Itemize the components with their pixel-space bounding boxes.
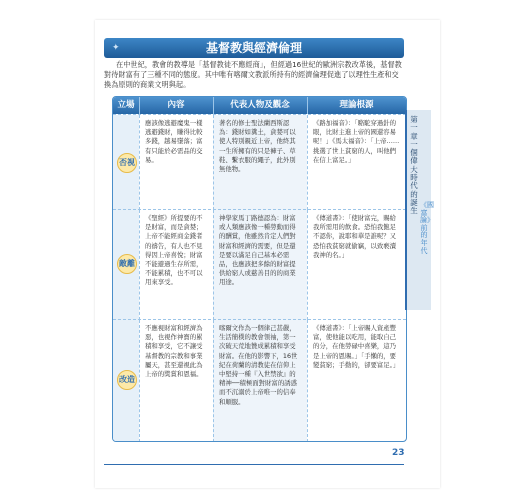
stance-table [112,96,407,442]
chapter-subtitle: 《國富論》前的年代 [420,201,434,255]
figures-cell: 著名的修士聖法蘭西斯認為：錢財如糞土，貪婪可以使人特別親近上帝，他終其一生所擁有的只是褲子、草鞋、繫衣服的繩子，此外別無他物。 [213,115,307,210]
stance-badge: 改造 [117,370,137,390]
header-figures: 代表人物及觀念 [213,97,308,114]
table-row [113,114,406,210]
stance-cell [113,210,139,320]
table-row [113,209,406,320]
stance-cell [113,320,139,442]
source-cell: 《傳道書》：「使財富完，賜給我所需用的飲食。恐怕我飽足不認你，說耶和華是誰呢？又恐怕我貧窮就偷竊，以致褻瀆我神的名。」 [307,210,406,320]
chapter-side-tab [405,110,434,310]
figures-cell: 喀爾文作為一個律己甚嚴，生活簡樸的教會領袖，第一次破天荒地贊成累積和享受財富。在他的影響下，16世紀在荷蘭的清教徒在信仰上中堅持一種『入世禁欲』的精神──積極面對財富的誘惑而不沉溺於上帝唯一的信奉和順服。 [213,320,307,442]
table-row [113,319,406,442]
side-tab-bar [405,110,407,310]
stance-cell [113,115,139,210]
intro-paragraph [104,60,404,90]
page-number: 23 [392,448,405,458]
intro-text: 在中世紀，教會的教導是「基督教徒不應經商」，但經過16世紀的歐洲宗教改革後，基督教對待財富有了三種不同的態度。其中唯有喀爾文教派所持有的經濟倫理促進了以理性生產和交換為原則的商業文明與起。 [104,60,402,89]
star-icon: ✦ [112,43,120,53]
content-cell: 應該像逃避魔鬼一樣逃避錢財，賺得比較多錢，越易墮落；富有只能於必需品的交易。 [139,115,213,210]
header-content: 內容 [139,97,214,114]
chapter-title: 第一章 一個偉大時代的誕生 [410,115,418,216]
footer-rule [104,458,404,465]
content-cell: 不應視財富和經濟為惡，也視作神寶的累積和享受，它不讓受基督教的宗教和事業屬天，甚至還視此為上帝的獎賞和恩福。 [139,320,213,442]
content-cell: 《聖經》所提要的不是財富，而是貪婪；上帝不能經商金錢者的禱告，有人也不見得因上帝喜悅；財富不能避過生存所需，不能累積，也不可以用來享受。 [139,210,213,320]
source-cell: 《路加福音》：「駱駝穿過針的眼，比財主進上帝的國還容易呢！」《馬太福音》：「上帝……挑選了世上貧窮的人，叫他們在信上富足。」 [307,115,406,210]
section-title-bar [104,38,404,58]
source-cell: 《傳道書》：「上帝賜人資產豐富，使他能以吃用，能取自己的分，在他勞碌中喜樂，這乃是上帝的恩賜。」「手懶的，要變貧窮；手勤的，卻要富足。」 [307,320,406,442]
stance-badge: 敵離 [117,254,137,274]
header-stance: 立場 [113,97,140,114]
page-title: 基督教與經濟倫理 [205,41,302,55]
header-source: 理論根源 [339,100,374,110]
stance-badge: 否視 [117,153,137,173]
table-header [113,97,406,114]
figures-cell: 神學家馬丁路德認為：財富或人類應該像一種勞動而得的酬賞，他雖然肯定人們對財富和經濟的需要，但是還是要以滿足自己基本必需品，也應該把多餘的財富提供給窮人或慈善目的的商業用途。 [213,210,307,320]
